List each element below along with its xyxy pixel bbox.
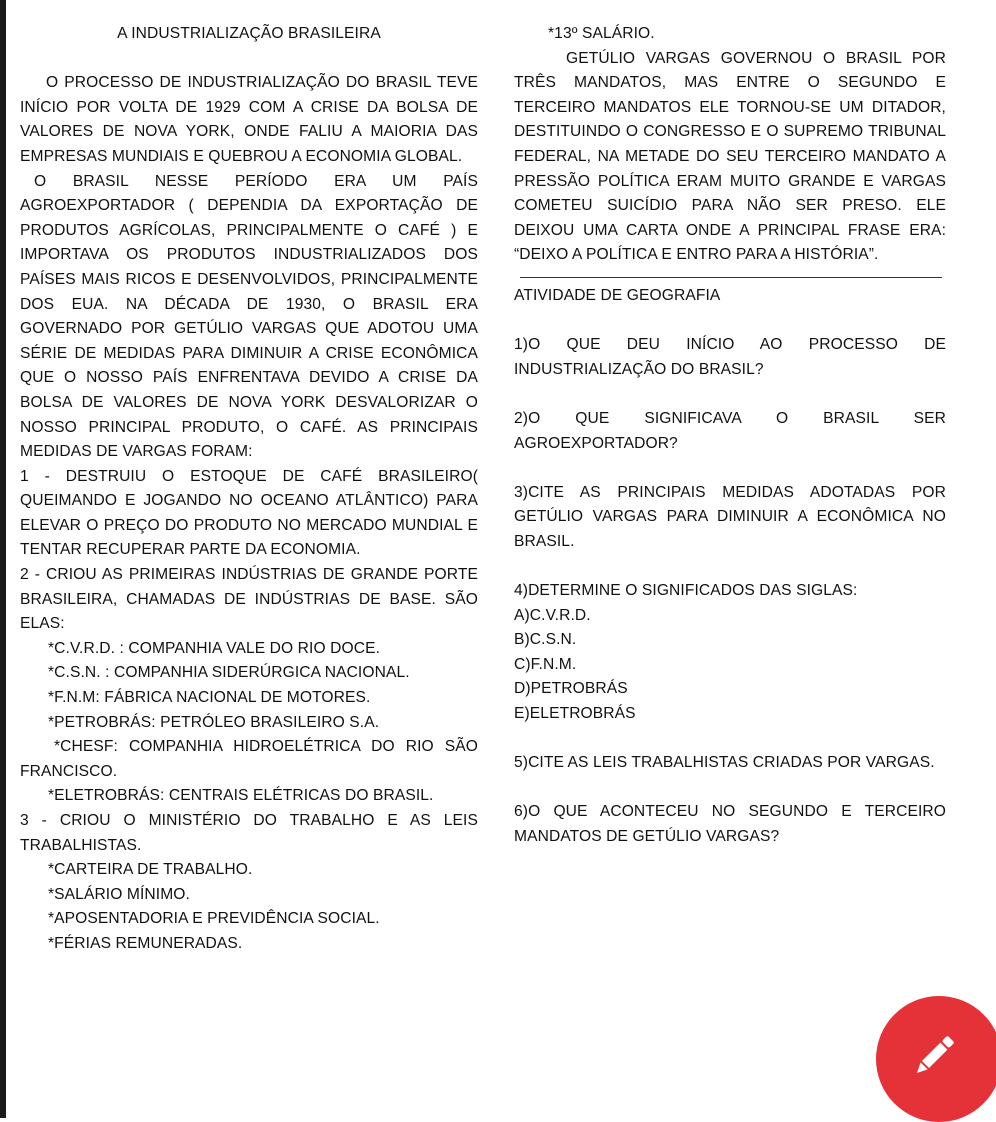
left-column [20,22,478,957]
company-item: *C.V.R.D. : COMPANHIA VALE DO RIO DOCE. [48,639,381,657]
paragraph-getulio: GETÚLIO VARGAS GOVERNOU O BRASIL POR TRÊS MANDATOS, MAS ENTRE O SEGUNDO E TERCEIRO MANDATOS ELE TORNOU-SE UM DITADOR, DESTITUINDO O CONGRESSO E O SUPREMO TRIBUNAL FEDERAL, NA METADE DO SEU TERCEIRO MANDATO A PRESSÃO POLÍTICA ERAM MUITO GRANDE E VARGAS COMETEU SUICÍDIO PARA NÃO SER PRESO. ELE DEIXOU UMA CARTA ONDE A PRINCIPAL FRASE ERA: “DEIXO A POLÍTICA E ENTRO PARA A HISTÓRIA”. [514,49,946,264]
acronym-item: E)ELETROBRÁS [514,705,636,723]
measure-3: 3 - CRIOU O MINISTÉRIO DO TRABALHO E AS LEIS TRABALHISTAS. [20,812,478,854]
question-6: 6)O QUE ACONTECEU NO SEGUNDO E TERCEIRO MANDATOS DE GETÚLIO VARGAS? [514,803,946,845]
company-item: *C.S.N. : COMPANHIA SIDERÚRGICA NACIONAL. [48,664,410,682]
activity-title: ATIVIDADE DE GEOGRAFIA [514,286,721,304]
question-4: 4)DETERMINE O SIGNIFICADOS DAS SIGLAS: [514,582,858,600]
paragraph-intro: O PROCESSO DE INDUSTRIALIZAÇÃO DO BRASIL TEVE INÍCIO POR VOLTA DE 1929 COM A CRISE DA BOLSA DE VALORES DE NOVA YORK, ONDE FALIU A MAIORIA DAS EMPRESAS MUNDIAIS E QUEBROU A ECONOMIA GLOBAL. [20,74,478,165]
right-column [514,22,946,850]
measure-1: 1 - DESTRUIU O ESTOQUE DE CAFÉ BRASILEIRO( QUEIMANDO E JOGANDO NO OCEANO ATLÂNTICO) PARA ELEVAR O PREÇO DO PRODUTO NO MERCADO MUNDIAL E TENTAR RECUPERAR PARTE DA ECONOMIA. [20,467,478,559]
document-title: A INDUSTRIALIZAÇÃO BRASILEIRA [117,25,381,42]
acronym-item: A)C.V.R.D. [514,606,591,624]
pencil-icon [906,1028,962,1084]
company-item: *PETROBRÁS: PETRÓLEO BRASILEIRO S.A. [48,713,380,731]
acronym-item: D)PETROBRÁS [514,680,628,698]
question-5: 5)CITE AS LEIS TRABALHISTAS CRIADAS POR VARGAS. [514,754,935,772]
company-item-eletrobras: *ELETROBRÁS: CENTRAIS ELÉTRICAS DO BRASIL. [48,787,434,805]
thirteenth-salary: *13º SALÁRIO. [548,25,655,42]
company-item-chesf: *CHESF: COMPANHIA HIDROELÉTRICA DO RIO SÃO FRANCISCO. [20,738,478,780]
measure-2: 2 - CRIOU AS PRIMEIRAS INDÚSTRIAS DE GRANDE PORTE BRASILEIRA, CHAMADAS DE INDÚSTRIAS DE BASE. SÃO ELAS: [20,566,478,633]
question-1: 1)O QUE DEU INÍCIO AO PROCESSO DE INDUSTRIALIZAÇÃO DO BRASIL? [514,336,946,378]
labor-law-item: *APOSENTADORIA E PREVIDÊNCIA SOCIAL. [48,910,380,928]
divider-line [520,277,942,278]
labor-law-item: *CARTEIRA DE TRABALHO. [48,861,253,879]
acronym-item: B)C.S.N. [514,631,577,649]
company-item: *F.N.M: FÁBRICA NACIONAL DE MOTORES. [48,689,371,707]
left-border [0,0,6,1118]
labor-law-item: *FÉRIAS REMUNERADAS. [48,934,243,952]
labor-law-item: *SALÁRIO MÍNIMO. [48,885,190,903]
acronym-item: C)F.N.M. [514,655,577,673]
paragraph-agroexport: O BRASIL NESSE PERÍODO ERA UM PAÍS AGROEXPORTADOR ( DEPENDIA DA EXPORTAÇÃO DE PRODUTOS AGRÍCOLAS, PRINCIPALMENTE O CAFÉ ) E IMPORTAVA OS PRODUTOS INDUSTRIALIZADOS DOS PAÍSES MAIS RICOS E DESENVOLVIDOS, PRINCIPALMENTE DOS EUA. NA DÉCADA DE 1930, O BRASIL ERA GOVERNADO POR GETÚLIO VARGAS QUE ADOTOU UMA SÉRIE DE MEDIDAS PARA DIMINUIR A CRISE ECONÔMICA QUE O NOSSO PAÍS ENFRENTAVA DEVIDO A CRISE DA BOLSA DE VALORES DE NOVA YORK DESVALORIZAR O NOSSO PRINCIPAL PRODUTO, O CAFÉ. AS PRINCIPAIS MEDIDAS DE VARGAS FORAM: [20,172,478,461]
question-2: 2)O QUE SIGNIFICAVA O BRASIL SER AGROEXPORTADOR? [514,409,946,452]
question-3: 3)CITE AS PRINCIPAIS MEDIDAS ADOTADAS POR GETÚLIO VARGAS PARA DIMINUIR A ECONÔMICA NO BRASIL. [514,483,946,550]
edit-button[interactable] [876,996,996,1122]
